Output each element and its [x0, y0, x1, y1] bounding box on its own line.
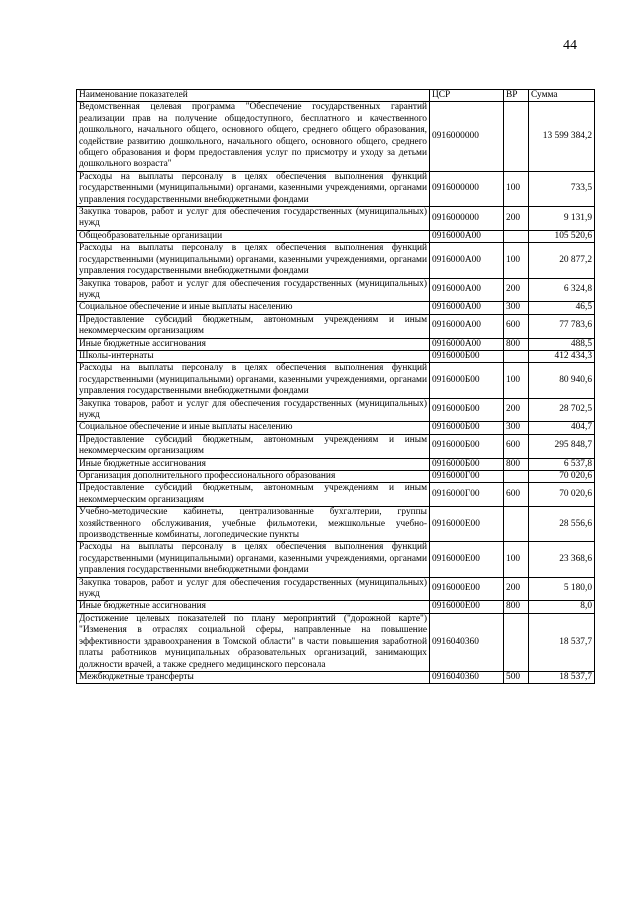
table-row: [77, 207, 595, 231]
row-csr: 0916000Г00: [430, 483, 504, 507]
table-row: [77, 434, 595, 458]
row-csr: 0916000A00: [430, 302, 504, 314]
table-row: [77, 302, 595, 314]
row-vr: 200: [504, 207, 529, 231]
row-csr: 0916000Б00: [430, 422, 504, 434]
row-name: Социальное обеспечение и иные выплаты населению: [77, 422, 430, 434]
table-row: [77, 471, 595, 483]
row-csr: 0916000000: [430, 102, 504, 171]
row-name: Предоставление субсидий бюджетным, автономным учреждениям и иным некоммерческим организациям: [77, 483, 430, 507]
row-csr: 0916000000: [430, 207, 504, 231]
column-header-csr: ЦСР: [430, 90, 504, 102]
row-vr: 800: [504, 338, 529, 350]
row-vr: 100: [504, 363, 529, 398]
row-sum: 404,7: [529, 422, 595, 434]
row-csr: 0916000Е00: [430, 577, 504, 601]
row-name: Ведомственная целевая программа "Обеспечение государственных гарантий реализации прав на получение общедоступного, бесплатного и качественного дошкольного, начального общего, основного общего, среднего общего образования, содействие развитию дошкольного, начального общего, основного общего, среднего общего образования и форм предоставления услуг по присмотру и уходу за детьми дошкольного возраста": [77, 102, 430, 171]
table-row: [77, 458, 595, 470]
table-row: [77, 338, 595, 350]
row-sum: 412 434,3: [529, 350, 595, 362]
row-sum: 5 180,0: [529, 577, 595, 601]
table-row: [77, 398, 595, 422]
row-name: Организация дополнительного профессионального образования: [77, 471, 430, 483]
column-header-vr: ВР: [504, 90, 529, 102]
row-name: Закупка товаров, работ и услуг для обеспечения государственных (муниципальных) нужд: [77, 398, 430, 422]
row-vr: [504, 613, 529, 671]
row-csr: 0916000Б00: [430, 363, 504, 398]
row-sum: 6 324,8: [529, 278, 595, 302]
row-vr: [504, 507, 529, 542]
table-row: [77, 243, 595, 278]
row-name: Расходы на выплаты персоналу в целях обеспечения выполнения функций государственными (муниципальными) органами, казенными учреждениями, органами управления государственными внебюджетными фондами: [77, 542, 430, 577]
row-sum: 80 940,6: [529, 363, 595, 398]
table-row: [77, 422, 595, 434]
row-sum: 20 877,2: [529, 243, 595, 278]
row-vr: 100: [504, 542, 529, 577]
table-body: [77, 102, 595, 684]
row-vr: 600: [504, 434, 529, 458]
column-header-name: Наименование показателей: [77, 90, 430, 102]
row-name: Закупка товаров, работ и услуг для обеспечения государственных (муниципальных) нужд: [77, 278, 430, 302]
table-row: [77, 171, 595, 206]
row-csr: 0916040360: [430, 671, 504, 683]
row-name: Социальное обеспечение и иные выплаты населению: [77, 302, 430, 314]
table-row: [77, 314, 595, 338]
table-row: [77, 363, 595, 398]
row-name: Общеобразовательные организации: [77, 230, 430, 242]
row-name: Закупка товаров, работ и услуг для обеспечения государственных (муниципальных) нужд: [77, 207, 430, 231]
row-csr: 0916000Б00: [430, 434, 504, 458]
row-csr: 0916000A00: [430, 243, 504, 278]
row-sum: 8,0: [529, 601, 595, 613]
table-row: [77, 350, 595, 362]
row-sum: 9 131,9: [529, 207, 595, 231]
row-name: Предоставление субсидий бюджетным, автономным учреждениям и иным некоммерческим организациям: [77, 314, 430, 338]
row-csr: 0916000Г00: [430, 471, 504, 483]
row-name: Закупка товаров, работ и услуг для обеспечения государственных (муниципальных) нужд: [77, 577, 430, 601]
row-sum: 18 537,7: [529, 671, 595, 683]
row-vr: [504, 102, 529, 171]
table-row: [77, 613, 595, 671]
row-vr: 600: [504, 314, 529, 338]
row-name: Расходы на выплаты персоналу в целях обеспечения выполнения функций государственными (муниципальными) органами, казенными учреждениями, органами управления государственными внебюджетными фондами: [77, 363, 430, 398]
table-row: [77, 542, 595, 577]
row-name: Межбюджетные трансферты: [77, 671, 430, 683]
row-vr: [504, 230, 529, 242]
row-vr: 200: [504, 398, 529, 422]
row-vr: 500: [504, 671, 529, 683]
row-sum: 6 537,8: [529, 458, 595, 470]
row-sum: 28 702,5: [529, 398, 595, 422]
row-vr: [504, 350, 529, 362]
row-sum: 77 783,6: [529, 314, 595, 338]
row-sum: 23 368,6: [529, 542, 595, 577]
table-row: [77, 671, 595, 683]
table-row: [77, 483, 595, 507]
row-csr: 0916000Б00: [430, 350, 504, 362]
row-csr: 0916000A00: [430, 338, 504, 350]
table-row: [77, 278, 595, 302]
row-vr: 200: [504, 577, 529, 601]
row-name: Иные бюджетные ассигнования: [77, 338, 430, 350]
row-sum: 18 537,7: [529, 613, 595, 671]
row-csr: 0916000Е00: [430, 601, 504, 613]
row-csr: 0916000Б00: [430, 398, 504, 422]
row-sum: 28 556,6: [529, 507, 595, 542]
row-vr: 800: [504, 458, 529, 470]
row-csr: 0916040360: [430, 613, 504, 671]
row-sum: 70 020,6: [529, 471, 595, 483]
budget-table: [76, 89, 595, 684]
row-vr: 300: [504, 422, 529, 434]
row-sum: 70 020,6: [529, 483, 595, 507]
row-vr: 100: [504, 243, 529, 278]
row-name: Предоставление субсидий бюджетным, автономным учреждениям и иным некоммерческим организациям: [77, 434, 430, 458]
row-name: Расходы на выплаты персоналу в целях обеспечения выполнения функций государственными (муниципальными) органами, казенными учреждениями, органами управления государственными внебюджетными фондами: [77, 243, 430, 278]
table-header-row: [77, 90, 595, 102]
row-sum: 733,5: [529, 171, 595, 206]
row-vr: 100: [504, 171, 529, 206]
table-row: [77, 601, 595, 613]
row-csr: 0916000Е00: [430, 542, 504, 577]
table-row: [77, 102, 595, 171]
table-row: [77, 577, 595, 601]
row-csr: 0916000000: [430, 171, 504, 206]
row-sum: 105 520,6: [529, 230, 595, 242]
row-vr: 600: [504, 483, 529, 507]
row-csr: 0916000A00: [430, 314, 504, 338]
row-vr: 300: [504, 302, 529, 314]
row-name: Иные бюджетные ассигнования: [77, 601, 430, 613]
row-name: Школы-интернаты: [77, 350, 430, 362]
row-name: Иные бюджетные ассигнования: [77, 458, 430, 470]
row-csr: 0916000A00: [430, 278, 504, 302]
row-sum: 13 599 384,2: [529, 102, 595, 171]
row-vr: [504, 471, 529, 483]
column-header-sum: Сумма: [529, 90, 595, 102]
row-name: Учебно-методические кабинеты, централизованные бухгалтерии, группы хозяйственного обслуживания, учебные фильмотеки, межшкольные учебно-производственные комбинаты, логопедические пункты: [77, 507, 430, 542]
row-csr: 0916000Б00: [430, 458, 504, 470]
page-number: 44: [563, 38, 577, 53]
row-name: Достижение целевых показателей по плану мероприятий ("дорожной карте") "Изменения в отраслях социальной сферы, направленные на повышение эффективности здравоохранения в Томской области" в части повышения заработной платы работников муниципальных образовательных организаций, занимающих должности врачей, а также среднего медицинского персонала: [77, 613, 430, 671]
row-sum: 488,5: [529, 338, 595, 350]
row-vr: 200: [504, 278, 529, 302]
table-row: [77, 507, 595, 542]
row-csr: 0916000Е00: [430, 507, 504, 542]
row-vr: 800: [504, 601, 529, 613]
row-name: Расходы на выплаты персоналу в целях обеспечения выполнения функций государственными (муниципальными) органами, казенными учреждениями, органами управления государственными внебюджетными фондами: [77, 171, 430, 206]
table-row: [77, 230, 595, 242]
row-sum: 295 848,7: [529, 434, 595, 458]
row-csr: 0916000A00: [430, 230, 504, 242]
row-sum: 46,5: [529, 302, 595, 314]
